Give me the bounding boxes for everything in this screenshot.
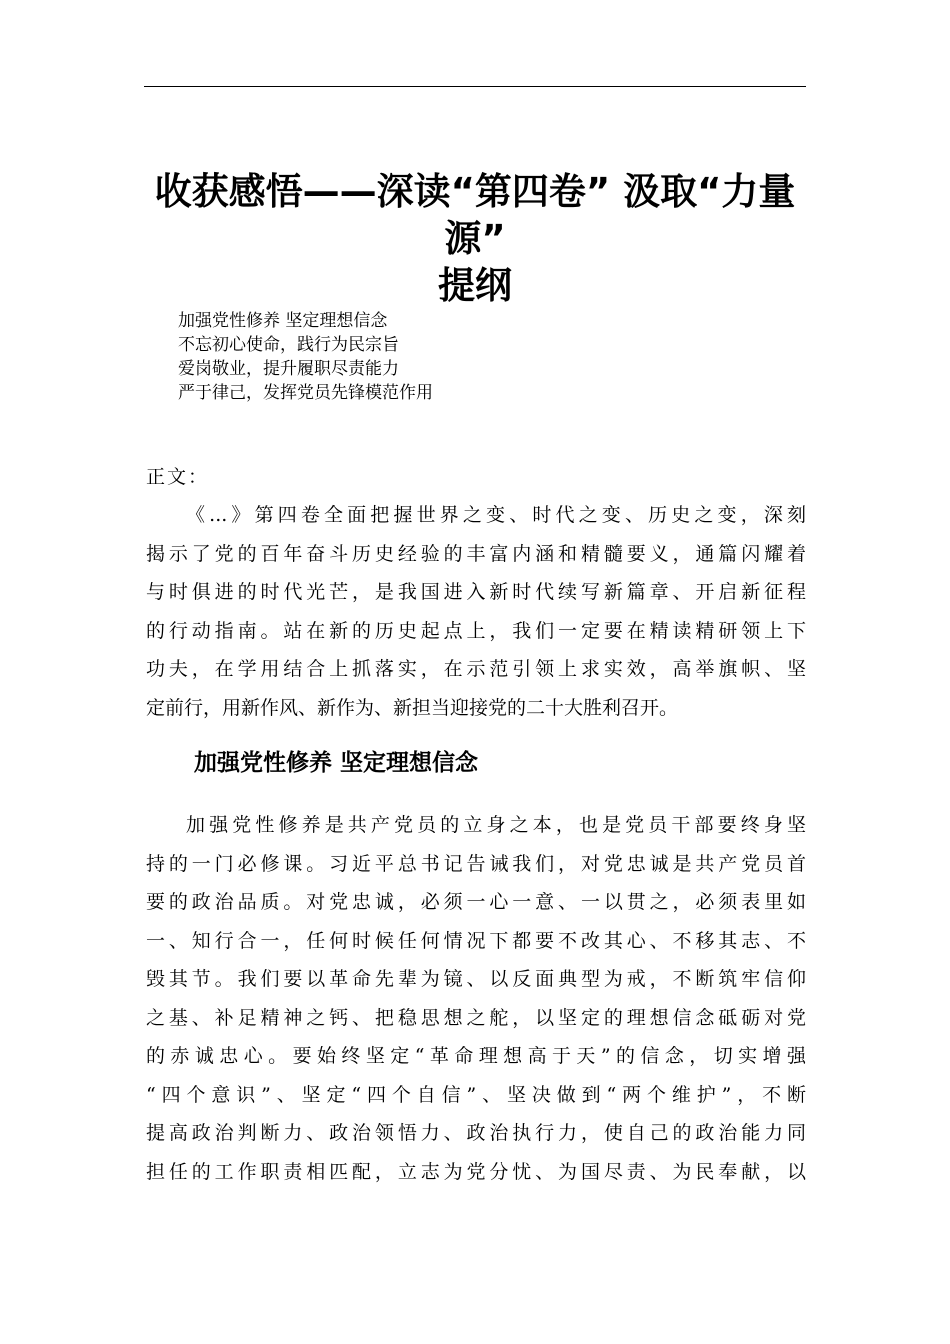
intro-paragraph xyxy=(146,496,806,727)
paragraph-line: 一、知行合一，任何时候任何情况下都要不改其心、不移其志、不 xyxy=(146,929,806,952)
outline-item: 不忘初心使命，践行为民宗旨 xyxy=(178,335,399,355)
paragraph-line: 加强党性修养是共产党员的立身之本，也是党员干部要终身坚 xyxy=(186,814,806,836)
outline-item: 严于律己，发挥党员先锋模范作用 xyxy=(178,383,433,403)
paragraph-line: 定前行，用新作风、新作为、新担当迎接党的二十大胜利召开。 xyxy=(146,696,679,719)
paragraph-line: 提高政治判断力、政治领悟力、政治执行力，使自己的政治能力同 xyxy=(146,1122,806,1144)
header-rule xyxy=(144,86,806,87)
paragraph-line: 之基、补足精神之钙、把稳思想之舵，以坚定的理想信念砥砺对党 xyxy=(146,1006,806,1029)
title-line: 源” xyxy=(444,217,506,260)
paragraph-line: 的行动指南。站在新的历史起点上，我们一定要在精读精研领上下 xyxy=(146,619,806,642)
paragraph-line: 要的政治品质。对党忠诚，必须一心一意、一以贯之，必须表里如 xyxy=(146,891,806,913)
section-heading: 加强党性修养 坚定理想信念 xyxy=(194,750,479,776)
title-line: 收获感悟——深读“第四卷” 汲取“力量 xyxy=(154,170,796,213)
title-line: 提纲 xyxy=(438,264,512,307)
outline-list xyxy=(178,309,778,405)
paragraph-line: 持的一门必修课。习近平总书记告诫我们，对党忠诚是共产党员首 xyxy=(146,852,806,875)
paragraph-line: 揭示了党的百年奋斗历史经验的丰富内涵和精髓要义，通篇闪耀着 xyxy=(146,542,806,565)
document-title xyxy=(144,168,806,309)
body-label: 正文： xyxy=(146,466,210,488)
outline-item: 爱岗敬业，提升履职尽责能力 xyxy=(178,359,399,379)
outline-item: 加强党性修养 坚定理想信念 xyxy=(178,311,388,331)
paragraph-line: 《...》第四卷全面把握世界之变、时代之变、历史之变，深刻 xyxy=(186,504,806,526)
paragraph-line: 的赤诚忠心。要始终坚定“革命理想高于天”的信念，切实增强 xyxy=(146,1045,806,1067)
paragraph-line: 毁其节。我们要以革命先辈为镜、以反面典型为戒，不断筑牢信仰 xyxy=(146,968,806,990)
section-paragraph xyxy=(146,806,806,1191)
paragraph-line: 功夫，在学用结合上抓落实，在示范引领上求实效，高举旗帜、坚 xyxy=(146,658,806,680)
paragraph-line: 与时俱进的时代光芒，是我国进入新时代续写新篇章、开启新征程 xyxy=(146,581,806,603)
paragraph-line: 担任的工作职责相匹配，立志为党分忧、为国尽责、为民奉献，以 xyxy=(146,1160,806,1183)
paragraph-line: “四个意识”、坚定“四个自信”、坚决做到“两个维护”，不断 xyxy=(146,1083,806,1106)
